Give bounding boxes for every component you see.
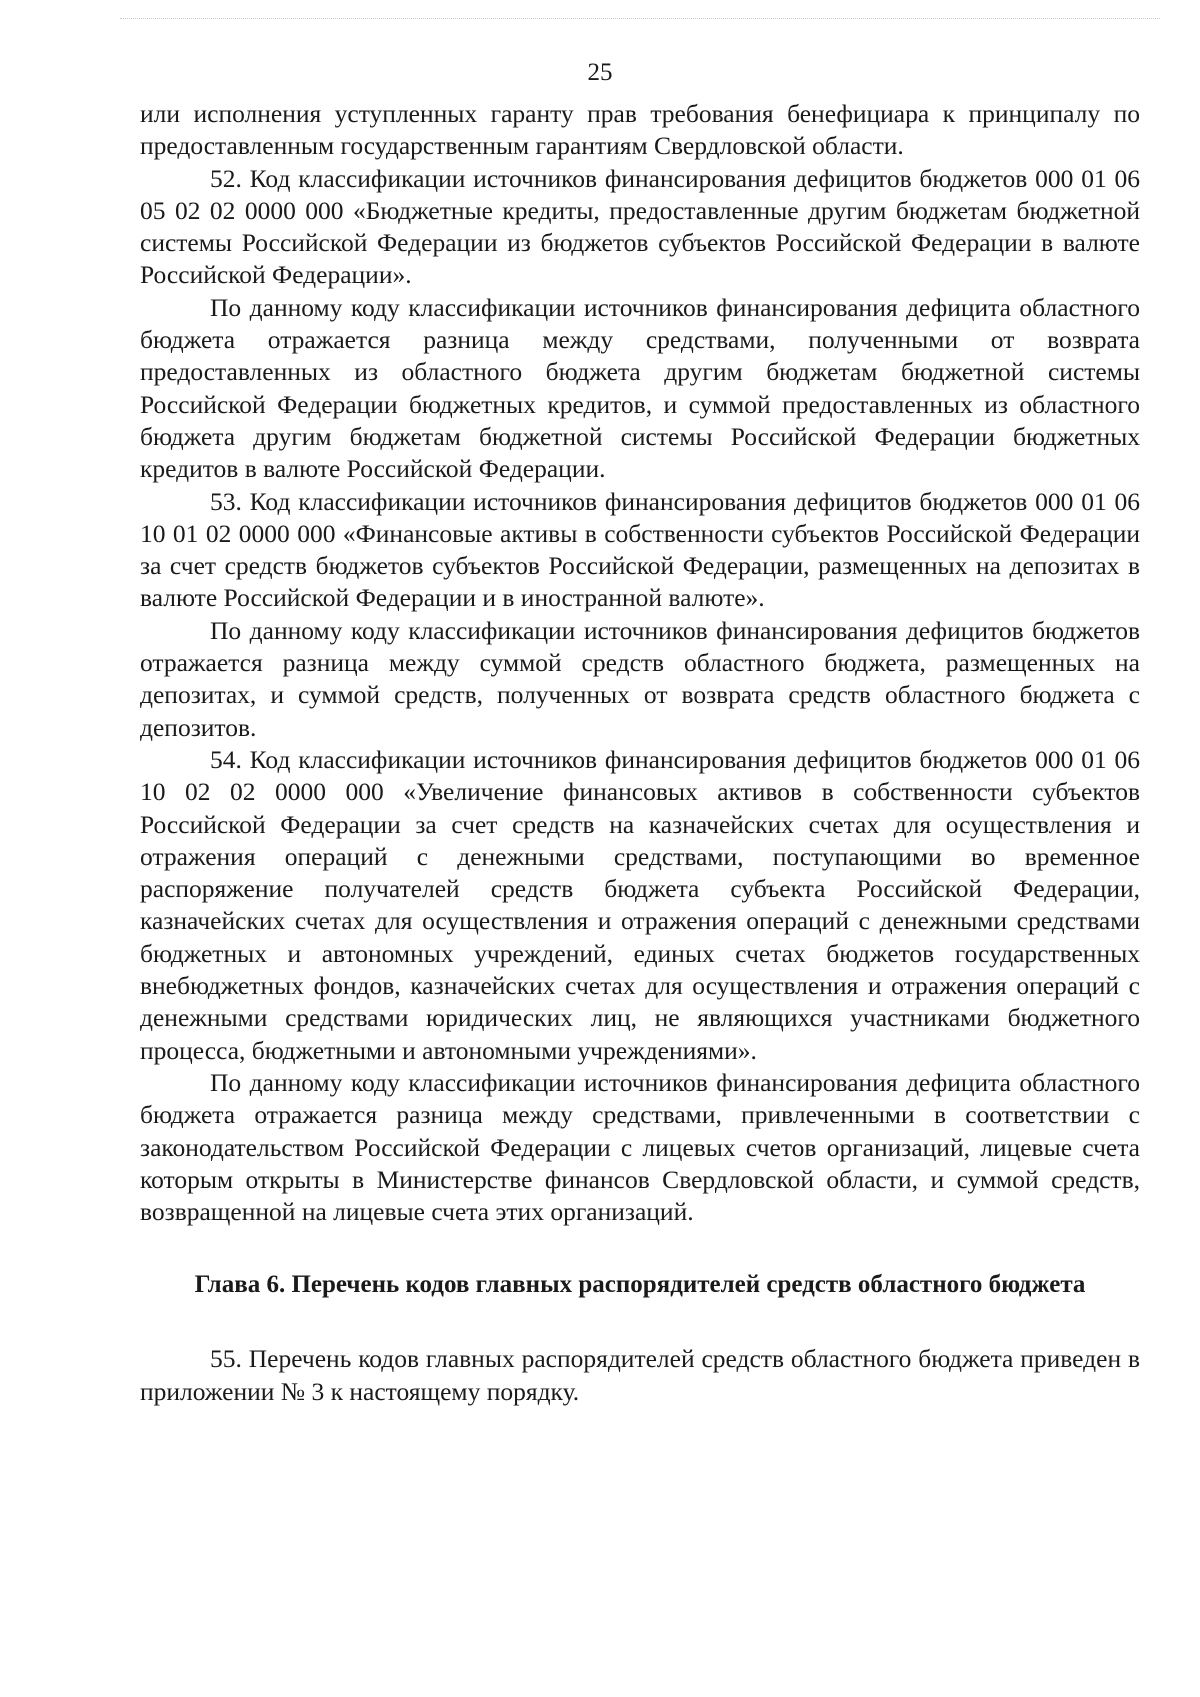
paragraph-54: 54. Код классификации источников финансирования дефицитов бюджетов 000 01 06 10 02 02 0000 000 «Увеличение финансовых активов в собственности субъектов Российской Федерации за счет средств на казначейских счетах для осуществления и отражения операций с денежными средствами, поступающими во временное распоряжение получателей средств бюджета субъекта Российской Федерации, казначейских счетах для осуществления и отражения операций с денежными средствами бюджетных и автономных учреждений, единых счетах бюджетов государственных внебюджетных фондов, казначейских счетах для осуществления и отражения операций с денежными средствами юридических лиц, не являющихся участниками бюджетного процесса, бюджетными и автономными учреждениями». [140, 744, 1140, 1065]
scan-edge-dots [120, 18, 1160, 19]
paragraph-55: 55. Перечень кодов главных распорядителей средств областного бюджета приведен в приложении № 3 к настоящему порядку. [140, 1344, 1140, 1406]
chapter-heading: Глава 6. Перечень кодов главных распорядителей средств областного бюджета [194, 1271, 1086, 1299]
page-number: 25 [587, 59, 613, 86]
paragraph-54-explanation: По данному коду классификации источников финансирования дефицита областного бюджета отражается разница между средствами, привлеченными в соответствии с законодательством Российской Федерации с лицевых счетов организаций, лицевые счета которым открыты в Министерстве финансов Свердловской области, и суммой средств, возвращенной на лицевые счета этих организаций. [140, 1067, 1140, 1227]
paragraph-continuation: или исполнения уступленных гаранту прав требования бенефициара к принципалу по предоставленным государственным гарантиям Свердловской области. [140, 99, 1140, 161]
document-body [140, 98, 1140, 1408]
paragraph-53: 53. Код классификации источников финансирования дефицитов бюджетов 000 01 06 10 01 02 0000 000 «Финансовые активы в собственности субъектов Российской Федерации за счет средств бюджетов субъектов Российской Федерации, размещенных на депозитах в валюте Российской Федерации и в иностранной валюте». [140, 486, 1140, 613]
paragraph-53-explanation: По данному коду классификации источников финансирования дефицитов бюджетов отражается разница между суммой средств областного бюджета, размещенных на депозитах, и суммой средств, полученных от возврата средств областного бюджета с депозитов. [140, 615, 1140, 742]
paragraph-52: 52. Код классификации источников финансирования дефицитов бюджетов 000 01 06 05 02 02 0000 000 «Бюджетные кредиты, предоставленные другим бюджетам бюджетной системы Российской Федерации из бюджетов субъектов Российской Федерации в валюте Российской Федерации». [140, 163, 1140, 290]
paragraph-52-explanation: По данному коду классификации источников финансирования дефицита областного бюджета отражается разница между средствами, полученными от возврата предоставленных из областного бюджета другим бюджетам бюджетной системы Российской Федерации бюджетных кредитов, и суммой предоставленных из областного бюджета другим бюджетам бюджетной системы Российской Федерации бюджетных кредитов в валюте Российской Федерации. [140, 292, 1140, 484]
